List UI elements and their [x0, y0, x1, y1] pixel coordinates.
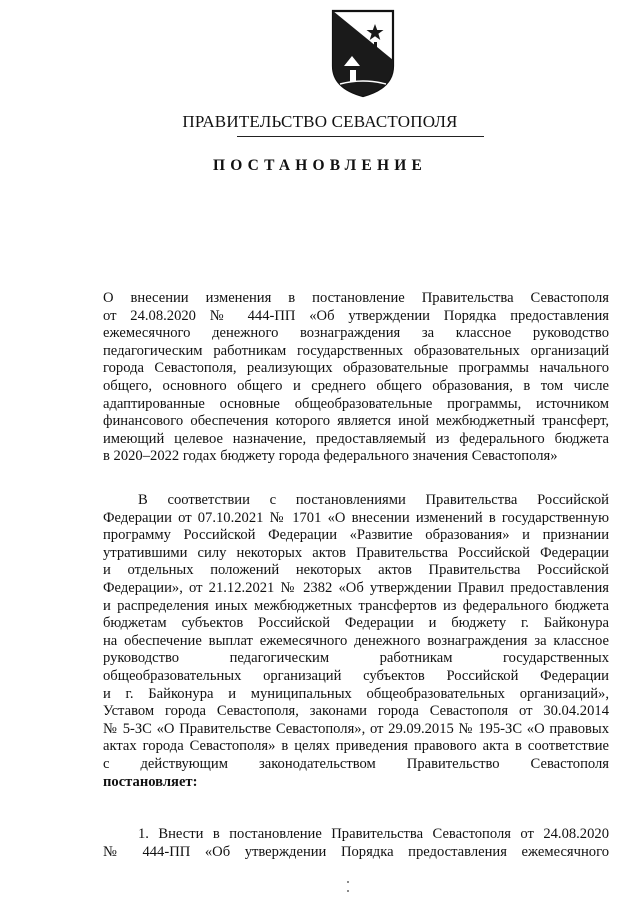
preamble-line: и распределения иных межбюджетных трансфертов из федерального бюджета [103, 597, 609, 614]
preamble-line: общеобразовательных организаций субъектов Российской Федерации [103, 667, 609, 684]
title-line: финансового обеспечения которого является иной межбюджетный трансферт, [103, 413, 609, 430]
title-line: ежемесячного денежного вознаграждения за классное руководство [103, 325, 609, 342]
title-line: общего, основного общего и среднего общего образования, в том числе [103, 377, 609, 394]
preamble-paragraph [103, 492, 609, 791]
preamble-line: на обеспечение выплат ежемесячного денежного вознаграждения за классное [103, 632, 609, 649]
scan-artifact [347, 890, 349, 892]
preamble-line: утратившими силу некоторых актов Правительства Российской Федерации [103, 544, 609, 561]
preamble-line: с действующим законодательством Правительство Севастополя [103, 755, 609, 772]
preamble-line: Федерации от 07.10.2021 № 1701 «О внесении изменений в государственную [103, 509, 609, 526]
preamble-line: бюджетам субъектов Российской Федерации и бюджету г. Байконура [103, 615, 609, 632]
scan-artifact [347, 881, 349, 883]
item-line: 1. Внести в постановление Правительства Севастополя от 24.08.2020 [138, 826, 609, 842]
preamble-line: актах города Севастополя» в целях приведения правового акта в соответствие [103, 738, 609, 755]
resolution-keyword: постановляет: [103, 773, 198, 790]
document-title [103, 290, 609, 466]
title-line: педагогическим работникам государственных образовательных организаций [103, 342, 609, 359]
preamble-line: В соответствии с постановлениями Правительства Российской [138, 492, 609, 508]
preamble-line: Уставом города Севастополя, законами города Севастополя от 30.04.2014 [103, 703, 609, 720]
title-line: города Севастополя, реализующих образовательные программы начального [103, 360, 609, 377]
preamble-line: и отдельных положений некоторых актов Правительства Российской [103, 562, 609, 579]
preamble-line: и г. Байконура и муниципальных общеобразовательных организаций», [103, 685, 609, 702]
item-line: № 444-ПП «Об утверждении Порядка предоставления ежемесячного [103, 843, 609, 860]
sevastopol-coat-of-arms-icon [330, 8, 396, 98]
preamble-line: Федерации», от 21.12.2021 № 2382 «Об утверждении Правил предоставления [103, 579, 609, 596]
preamble-closing [103, 774, 609, 792]
organization-name: ПРАВИТЕЛЬСТВО СЕВАСТОПОЛЯ [182, 112, 458, 131]
title-line: имеющий целевое назначение, предоставляемый из федерального бюджета [103, 430, 609, 447]
title-line: О внесении изменения в постановление Правительства Севастополя [103, 290, 609, 306]
header-divider [237, 136, 484, 137]
title-line: адаптированные основные общеобразовательные программы, источником [103, 395, 609, 412]
item-1-paragraph [103, 826, 609, 861]
preamble-line: руководство педагогическим работникам государственных [103, 650, 609, 667]
title-line: от 24.08.2020 № 444-ПП «Об утверждении Порядка предоставления [103, 307, 609, 324]
preamble-line: программу Российской Федерации «Развитие образования» и признании [103, 527, 609, 544]
preamble-line: № 5-ЗС «О Правительстве Севастополя», от 29.09.2015 № 195-ЗС «О правовых [103, 720, 609, 737]
title-line: в 2020–2022 годах бюджету города федерального значения Севастополя» [103, 448, 558, 465]
document-type: ПОСТАНОВЛЕНИЕ [212, 157, 428, 174]
